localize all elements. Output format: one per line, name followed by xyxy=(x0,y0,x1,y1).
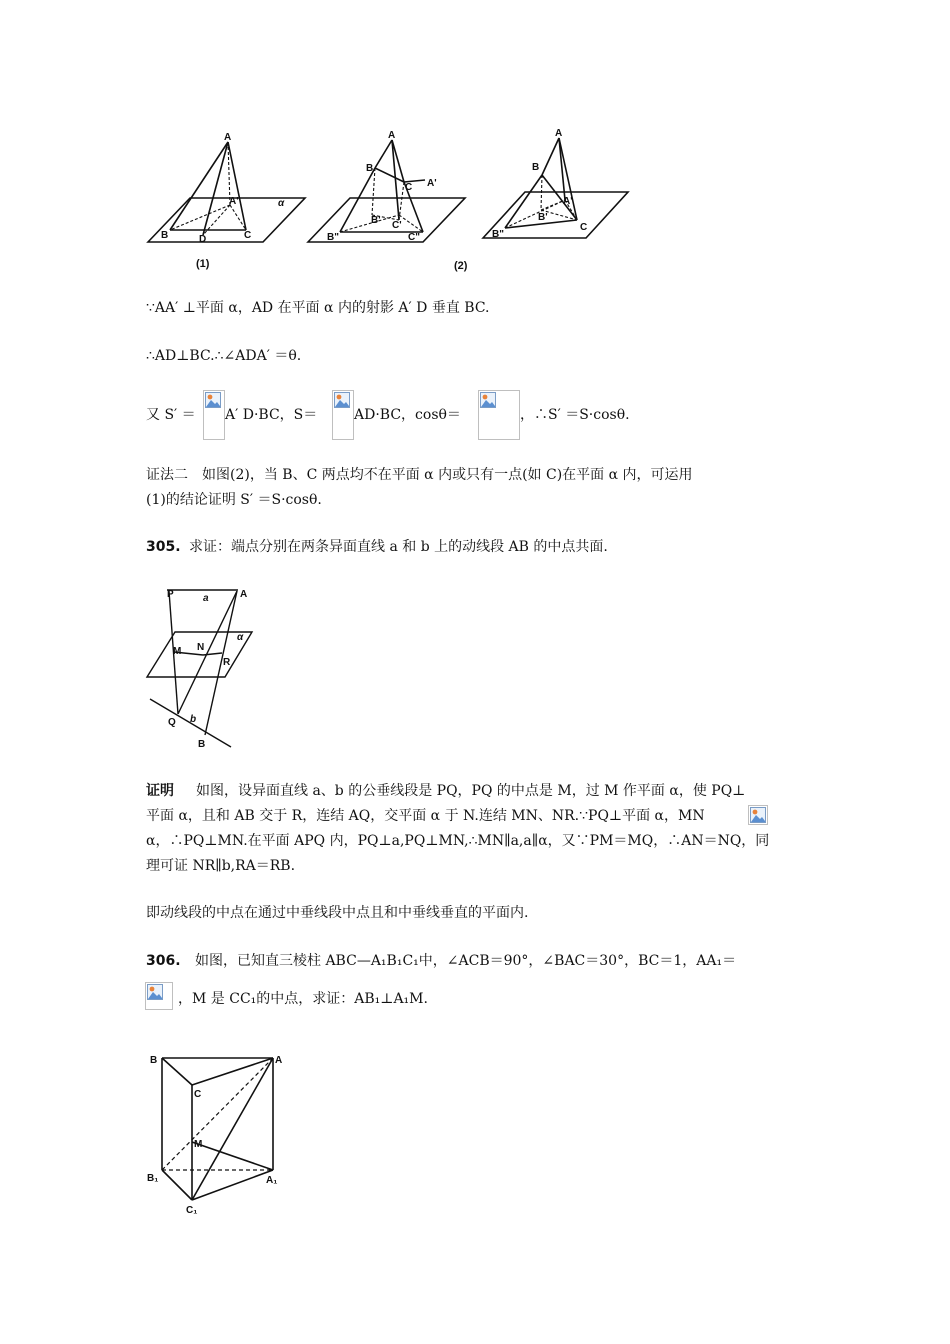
fig1-label-A-prime: A' xyxy=(229,196,239,207)
proof-line-3c: AD·BC，cosθ＝ xyxy=(354,407,461,423)
fig2-label-C-dprime: C" xyxy=(408,232,420,243)
fig2-label-B: B xyxy=(366,163,374,174)
problem-306-text: 如图，已知直三棱柱 ABC—A₁B₁C₁中，∠ACB＝90°，∠BAC＝30°，BC＝1，AA₁＝ xyxy=(195,953,737,969)
proof-305-conclusion: 即动线段的中点在通过中垂线段中点且和中垂线垂直的平面内. xyxy=(146,905,529,921)
figure-2 xyxy=(308,140,465,242)
fig3-label-B-prime: B' xyxy=(538,212,548,223)
fig306-label-M: M xyxy=(194,1139,203,1150)
formula-image-3 xyxy=(478,390,520,440)
fig305-label-N: N xyxy=(197,642,205,653)
problem-306-number: 306. xyxy=(146,953,181,969)
fig305-label-Q: Q xyxy=(168,717,176,728)
fig306-label-B1: B₁ xyxy=(147,1173,159,1184)
fig306-label-A: A xyxy=(275,1055,283,1066)
problem-305-number: 305. xyxy=(146,539,181,555)
fig3-label-A: A xyxy=(555,128,563,139)
pyramid-figures xyxy=(140,120,640,280)
fig305-label-b: b xyxy=(190,714,197,725)
figure-1 xyxy=(148,142,305,242)
fig306-label-B: B xyxy=(150,1055,158,1066)
fig2-label-A: A xyxy=(388,130,396,141)
figure-305 xyxy=(145,585,248,750)
proof-label: 证明 xyxy=(146,783,174,799)
proof-line-4: 证法二 如图(2)，当 B、C 两点均不在平面 α 内或只有一点(如 C)在平面 α 内，可运用 xyxy=(146,467,693,483)
fig3-label-B-dprime: B" xyxy=(492,229,504,240)
fig305-label-A: A xyxy=(240,589,248,600)
fig306-label-C1: C₁ xyxy=(186,1205,198,1216)
problem-306-line-2: ，M 是 CC₁的中点，求证：AB₁⊥A₁M. xyxy=(178,991,428,1007)
fig3-label-C: C xyxy=(580,222,588,233)
fig3-label-B: B xyxy=(532,162,540,173)
fig2-label-B-dprime: B" xyxy=(327,232,339,243)
fig1-label-C: C xyxy=(244,230,252,241)
fig305-label-M: M xyxy=(173,646,182,657)
proof-line-3a: 又 S′ ＝ xyxy=(146,407,196,423)
broken-image-icon xyxy=(147,984,163,1000)
fig305-label-a: a xyxy=(203,593,209,604)
formula-image-1 xyxy=(203,390,225,440)
fig305-label-R: R xyxy=(223,657,231,668)
proof-305-line-1: 如图，设异面直线 a、b 的公垂线段是 PQ，PQ 的中点是 M，过 M 作平面 α，使 PQ⊥ xyxy=(196,783,746,799)
problem-305-text: 求证：端点分别在两条异面直线 a 和 b 上的动线段 AB 的中点共面. xyxy=(189,539,608,555)
formula-image-2 xyxy=(332,390,354,440)
fig305-label-B: B xyxy=(198,739,206,750)
fig1-label-A: A xyxy=(224,132,232,143)
caption-1: (1) xyxy=(196,258,210,270)
broken-image-icon xyxy=(205,392,221,408)
proof-line-1: ∵AA′ ⊥平面 α，AD 在平面 α 内的射影 A′ D 垂直 BC. xyxy=(146,300,490,316)
proof-line-2: ∴AD⊥BC.∴∠ADA′ ＝θ. xyxy=(146,348,302,364)
figure-306 xyxy=(142,1048,292,1218)
broken-image-icon xyxy=(334,392,350,408)
proof-305-line-3: α，∴PQ⊥MN.在平面 APQ 内，PQ⊥a,PQ⊥MN,∴MN∥a,a∥α，又∵PM＝MQ，∴AN＝NQ，同 xyxy=(146,833,770,849)
fig305-label-alpha: α xyxy=(237,632,244,643)
figure-3 xyxy=(483,138,628,238)
proof-line-3d: ，∴S′ ＝S·cosθ. xyxy=(520,407,630,423)
fig1-label-alpha: α xyxy=(278,198,285,209)
broken-image-icon xyxy=(480,392,496,408)
fig3-label-A-prime: A' xyxy=(563,196,573,207)
fig2-label-B-prime: B' xyxy=(371,215,381,226)
fig2-label-A-prime: A' xyxy=(427,178,437,189)
formula-image-4 xyxy=(748,805,768,825)
formula-image-5 xyxy=(145,982,173,1010)
fig305-label-P: P xyxy=(167,589,174,600)
fig2-label-C: C xyxy=(405,182,413,193)
proof-line-5: (1)的结论证明 S′ ＝S·cosθ. xyxy=(146,492,322,508)
proof-305-line-2: 平面 α，且和 AB 交于 R，连结 AQ，交平面 α 于 N.连结 MN、NR.∵PQ⊥平面 α，MN xyxy=(146,808,705,824)
fig1-label-D: D xyxy=(199,234,207,245)
proof-305-line-4: 理可证 NR∥b,RA＝RB. xyxy=(146,858,296,874)
fig1-label-B: B xyxy=(161,230,169,241)
caption-2: (2) xyxy=(454,260,468,272)
fig306-label-A1: A₁ xyxy=(266,1175,278,1186)
broken-image-icon xyxy=(750,807,766,823)
fig306-label-C: C xyxy=(194,1089,202,1100)
proof-line-3b: A′ D·BC，S＝ xyxy=(225,407,318,423)
fig2-label-C-prime: C' xyxy=(392,220,402,231)
